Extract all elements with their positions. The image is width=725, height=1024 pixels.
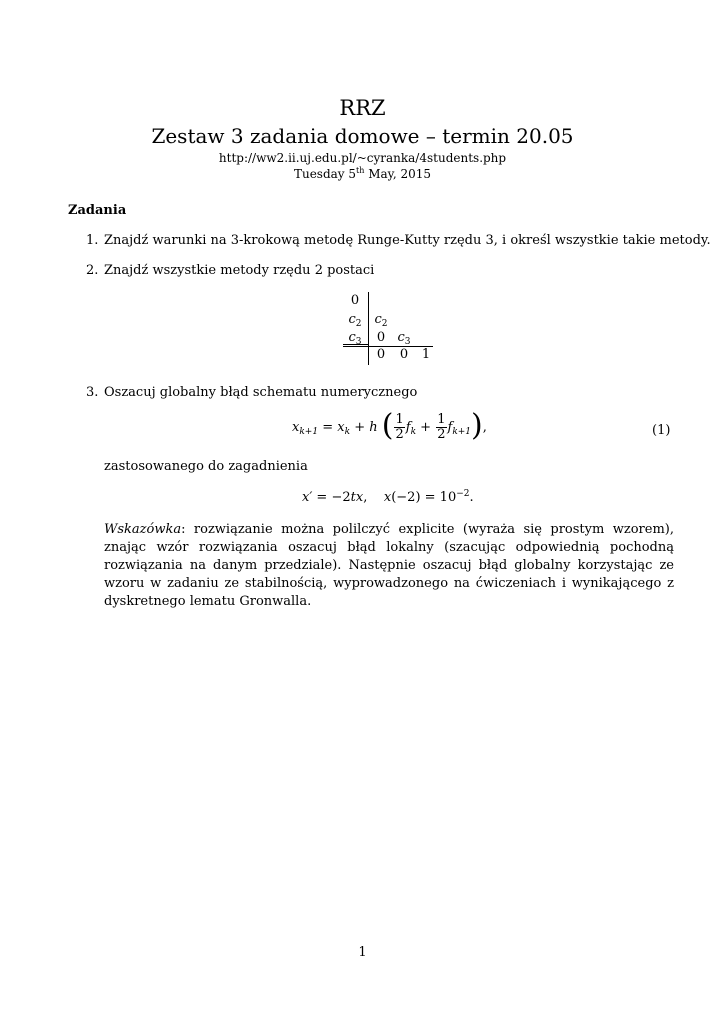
equation-1: $x_{k+1} = x_k + h$ ( $\frac{1}{2}$ $f_k$ + $\frac{1}{2}$ $f_{k+1}$), [292, 407, 487, 443]
section-heading: Zadania [68, 203, 127, 218]
task-1-number: 1. [86, 233, 99, 248]
tableau-cell: $c_2$ [374, 312, 388, 329]
tableau-cell: 1 [421, 347, 431, 362]
document-title: RRZ [339, 96, 386, 120]
tableau-vertical-line [368, 292, 369, 365]
tableau-cell: 0 [350, 293, 360, 308]
course-url: http://ww2.ii.uj.edu.pl/~cyranka/4students.php [218, 151, 507, 165]
task-3-number: 3. [86, 385, 99, 400]
equation-1-label: (1) [652, 423, 671, 438]
tableau-cell: 0 [376, 347, 386, 362]
document-subtitle: Zestaw 3 zadania domowe – termin 20.05 [151, 124, 574, 148]
equation-ivp: x′ = −2tx, $x(-2) = 10^{-2}$. [302, 489, 474, 505]
tableau-cell: $c_3$ [348, 330, 362, 347]
task-2-number: 2. [86, 263, 99, 278]
task-3-continuation: zastosowanego do zagadnienia [104, 459, 308, 474]
tableau-cell: 0 [399, 347, 409, 362]
document-date: Tuesday 5th May, 2015 [293, 166, 432, 181]
tableau-cell: $c_2$ [348, 312, 362, 329]
task-3-text: Oszacuj globalny błąd schematu numerycznego [104, 385, 418, 400]
task-2-text: Znajdź wszystkie metody rzędu 2 postaci [104, 263, 375, 278]
task-1-text: Znajdź warunki na 3-krokową metodę Runge-Kutty rzędu 3, i określ wszystkie takie metody. [104, 233, 711, 248]
tableau-cell: $c_3$ [397, 330, 411, 347]
hint-paragraph: Wskazówka: rozwiązanie można polilczyć explicite (wyraża się prostym wzorem), znając wzór rozwiązania oszacuj błąd lokalny (szacując odpowiednią pochodną rozwiązania na danym przedziale). Następnie oszacuj błąd globalny korzystając ze wzoru w zadaniu ze stabilnością, wyprowadzonego na ćwiczeniach i wynikającego z dyskretnego lematu Gronwalla. [104, 522, 674, 609]
page-number: 1 [358, 945, 367, 960]
tableau-cell: 0 [376, 330, 386, 345]
